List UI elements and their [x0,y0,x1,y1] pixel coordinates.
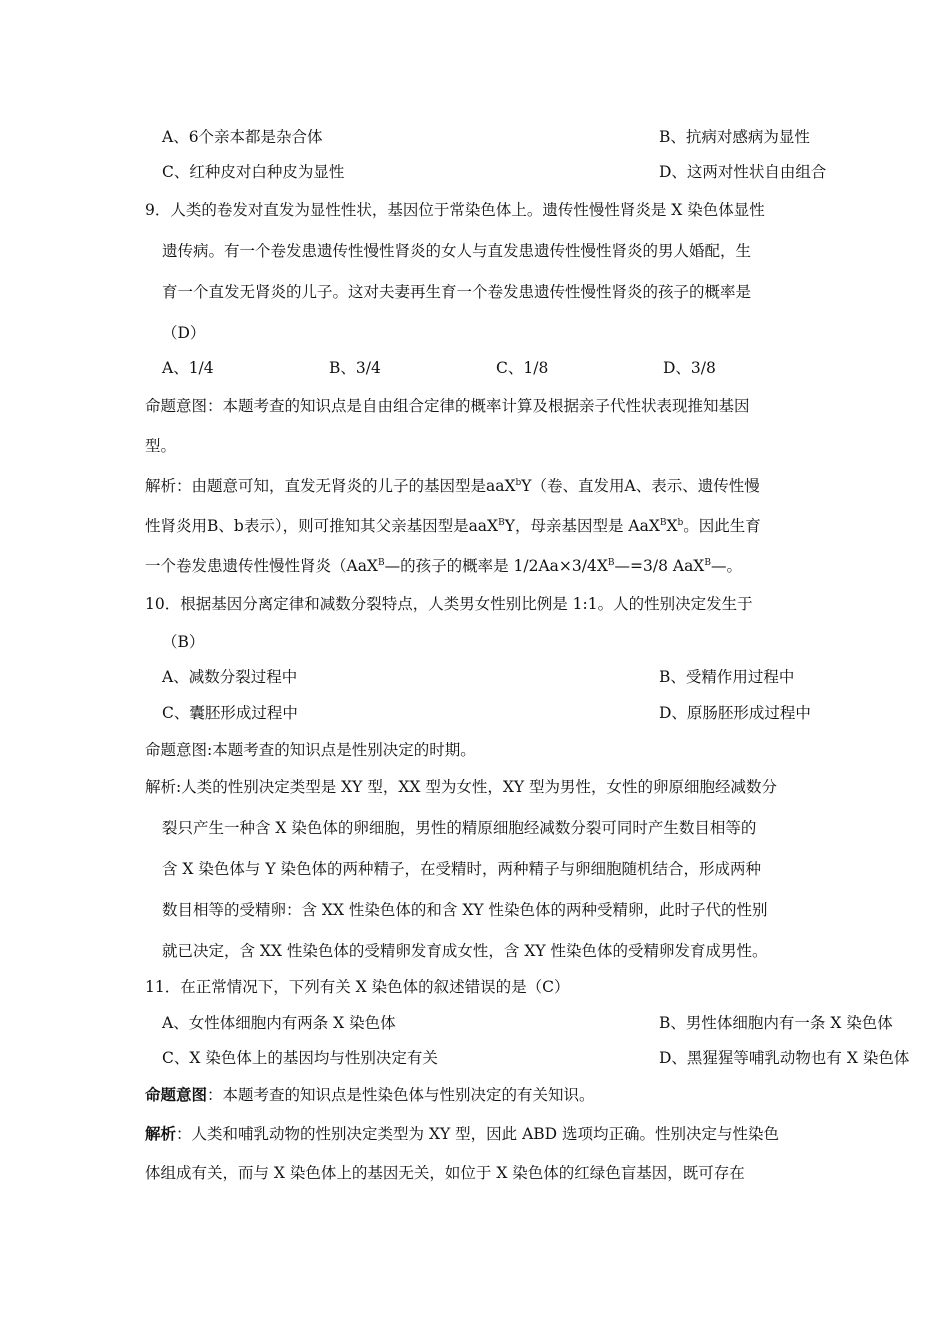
q11-options-row2 [162,1048,910,1068]
q11-analysis-line1: 解析：人类和哺乳动物的性别决定类型为 XY 型，因此 ABD 选项均正确。性别决定与性染色 [145,1124,780,1143]
q8-option-b: B、抗病对感病为显性 [659,128,810,146]
q11-stem: 11．在正常情况下，下列有关 X 染色体的叙述错误的是（C） [145,978,570,996]
q10-analysis-line1: 解析:人类的性别决定类型是 XY 型，XX 型为女性，XY 型为男性，女性的卵原细胞经减数分 [145,778,778,796]
q11-option-b: B、男性体细胞内有一条 X 染色体 [659,1014,893,1032]
q10-options-row1 [162,667,795,687]
q10-option-d: D、原肠胚形成过程中 [659,704,811,722]
q9-option-c: C、1/8 [496,359,549,377]
q11-analysis-label: 解析 [145,1124,177,1143]
q10-analysis-line5: 就已决定，含 XX 性染色体的受精卵发育成女性，含 XY 性染色体的受精卵发育成男性。 [162,942,768,960]
q9-stem-line2: 遗传病。有一个卷发患遗传性慢性肾炎的女人与直发患遗传性慢性肾炎的男人婚配，生 [162,242,752,260]
q9-intent-line2: 型。 [145,437,177,455]
q9-intent-line1: 命题意图：本题考查的知识点是自由组合定律的概率计算及根据亲子代性状表现推知基因 [145,397,750,415]
q11-intent-label: 命题意图 [145,1085,208,1104]
q9-analysis-line1: 解析：由题意可知，直发无肾炎的儿子的基因型是aaX$^b$Y（卷、直发用A、表示、遗传性慢 [145,477,760,495]
q9-analysis-line2: 性肾炎用B、b表示），则可推知其父亲基因型是aaX$^B$Y，母亲基因型是 $AaX^BX^b$。因此生育 [145,517,761,535]
q9-stem-line1: 9．人类的卷发对直发为显性性状，基因位于常染色体上。遗传性慢性肾炎是 X 染色体显性 [145,201,765,219]
q10-options-row2 [162,703,811,723]
q10-option-a: A、减数分裂过程中 [162,668,298,686]
q11-options-row1 [162,1013,893,1033]
q9-option-d: D、3/8 [663,359,716,377]
q10-option-c: C、囊胚形成过程中 [162,704,298,722]
q11-intent-text: ：本题考查的知识点是性染色体与性别决定的有关知识。 [207,1086,595,1104]
q9-option-b: B、3/4 [329,359,381,377]
q10-answer: （B） [162,633,205,651]
q11-intent [145,1085,595,1105]
q10-stem-line1: 10．根据基因分离定律和减数分裂特点，人类男女性别比例是 1:1。人的性别决定发生于 [145,595,753,613]
q9-options [162,358,862,378]
q8-option-a: A、6个亲本都是杂合体 [162,128,323,146]
q11-option-c: C、X 染色体上的基因均与性别决定有关 [162,1049,438,1067]
q9-analysis-line3: 一个卷发患遗传性慢性肾炎（AaX$^B$—的孩子的概率是 $1/2Aa\times 3/4X^B—=3/8$ AaX$^B$—。 [145,557,742,575]
q8-options-row1 [162,127,810,147]
q10-option-b: B、受精作用过程中 [659,668,795,686]
q10-analysis-line3: 含 X 染色体与 Y 染色体的两种精子，在受精时，两种精子与卵细胞随机结合，形成两种 [162,860,761,878]
q11-option-a: A、女性体细胞内有两条 X 染色体 [162,1014,396,1032]
q11-analysis-line2: 体组成有关，而与 X 染色体上的基因无关，如位于 X 染色体的红绿色盲基因，既可存在 [145,1164,745,1182]
q10-analysis-line2: 裂只产生一种含 X 染色体的卵细胞，男性的精原细胞经减数分裂可同时产生数目相等的 [162,819,757,837]
q8-option-c: C、红种皮对白种皮为显性 [162,163,345,181]
q9-option-a: A、1/4 [162,359,214,377]
q9-stem-line3: 育一个直发无肾炎的儿子。这对夫妻再生育一个卷发患遗传性慢性肾炎的孩子的概率是 [162,283,752,301]
q8-option-d: D、这两对性状自由组合 [659,163,827,181]
q11-option-d: D、黑猩猩等哺乳动物也有 X 染色体 [659,1049,910,1067]
q9-answer: （D） [162,324,206,342]
q10-analysis-line4: 数目相等的受精卵：含 XX 性染色体的和含 XY 性染色体的两种受精卵，此时子代的性别 [162,901,768,919]
q8-options-row2 [162,162,827,182]
q10-intent: 命题意图:本题考查的知识点是性别决定的时期。 [145,741,476,759]
